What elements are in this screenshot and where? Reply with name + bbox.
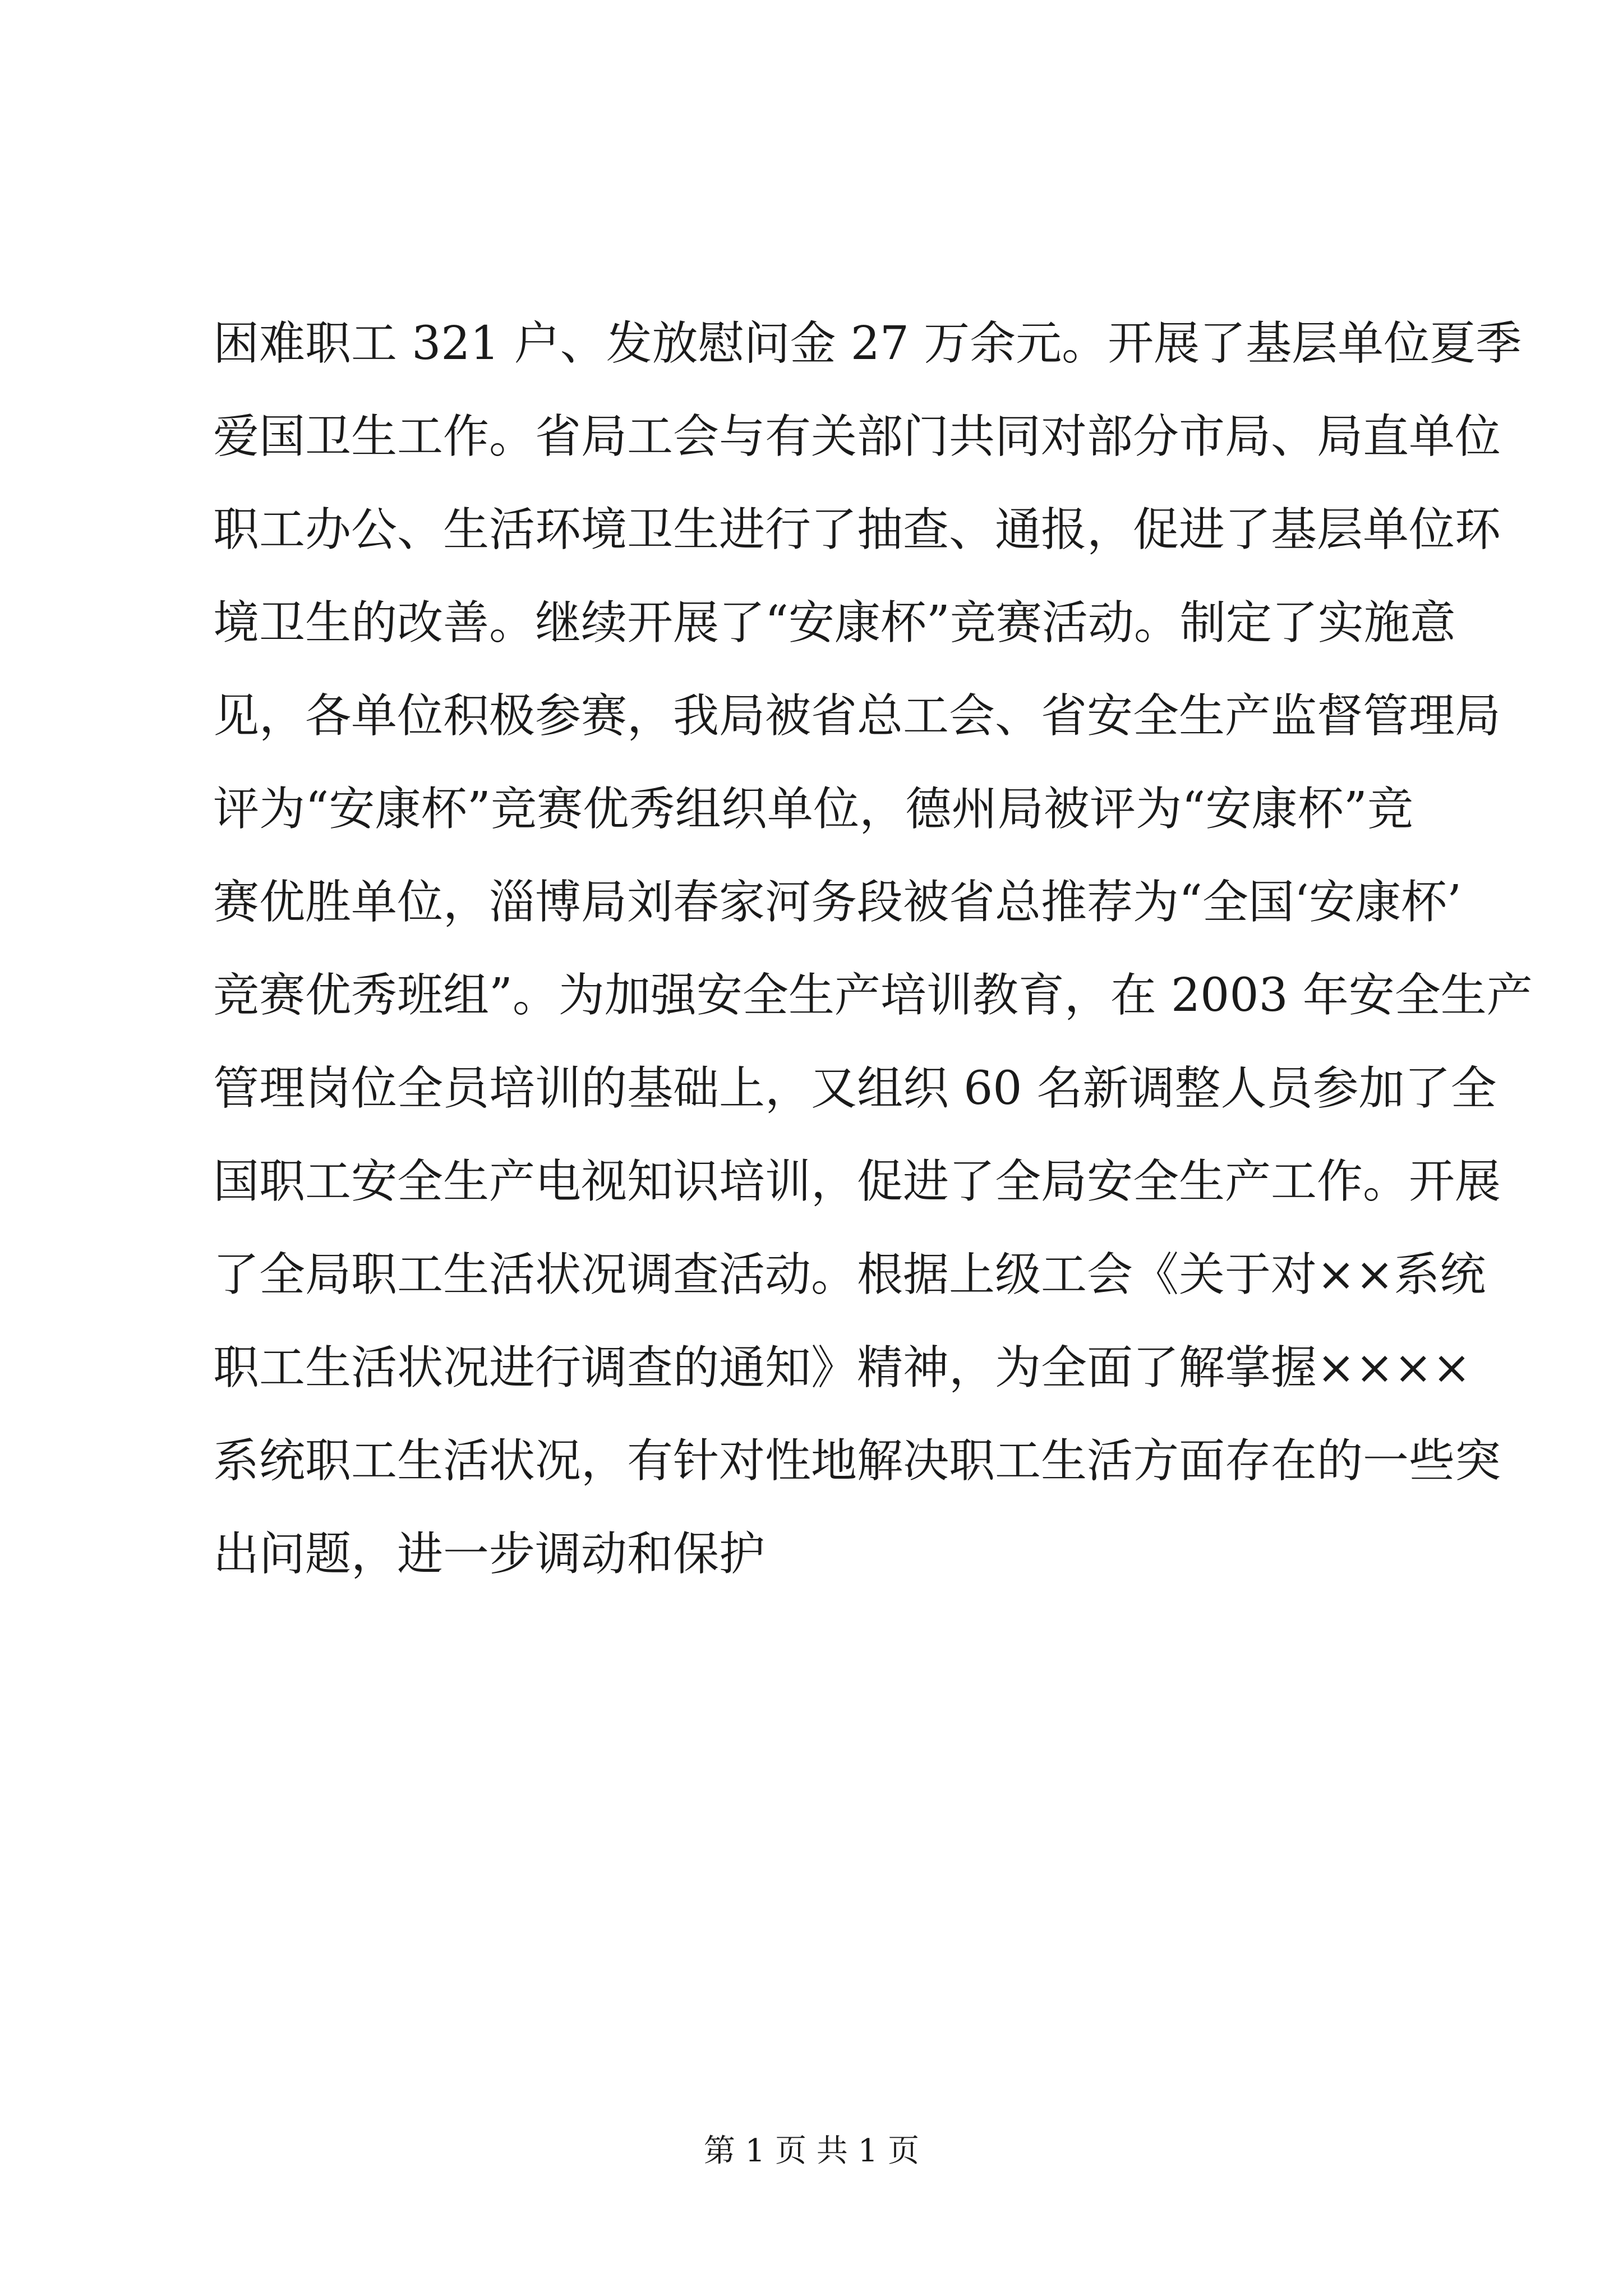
text-line: 国职工安全生产电视知识培训，促进了全局安全生产工作。开展 bbox=[213, 1155, 1501, 1208]
text-line: 见，各单位积极参赛，我局被省总工会、省安全生产监督管理局 bbox=[213, 689, 1501, 743]
body-text bbox=[213, 297, 1533, 1601]
text-line: 职工办公、生活环境卫生进行了抽查、通报，促进了基层单位环 bbox=[213, 503, 1501, 556]
text-line: 职工生活状况进行调查的通知》精神，为全面了解掌握×××× bbox=[213, 1341, 1471, 1395]
text-line: 赛优胜单位，淄博局刘春家河务段被省总推荐为“全国‘安康杯’ bbox=[213, 876, 1462, 929]
text-line: 系统职工生活状况，有针对性地解决职工生活方面存在的一些突 bbox=[213, 1434, 1501, 1488]
text-line: 了全局职工生活状况调查活动。根据上级工会《关于对××系统 bbox=[213, 1248, 1486, 1301]
text-line: 评为“安康杯”竞赛优秀组织单位，德州局被评为“安康杯”竞 bbox=[213, 783, 1413, 836]
text-line: 爱国卫生工作。省局工会与有关部门共同对部分市局、局直单位 bbox=[213, 410, 1501, 463]
text-line: 出问题，进一步调动和保护 bbox=[213, 1527, 766, 1581]
page-number: 第 1 页 共 1 页 bbox=[703, 2133, 920, 2169]
text-line: 竞赛优秀班组”。为加强安全生产培训教育，在 2003 年安全生产 bbox=[213, 969, 1533, 1022]
text-line: 困难职工 321 户、发放慰问金 27 万余元。开展了基层单位夏季 bbox=[213, 317, 1522, 370]
text-line: 境卫生的改善。继续开展了“安康杯”竞赛活动。制定了实施意 bbox=[213, 596, 1456, 650]
text-line: 管理岗位全员培训的基础上，又组织 60 名新调整人员参加了全 bbox=[213, 1062, 1497, 1115]
